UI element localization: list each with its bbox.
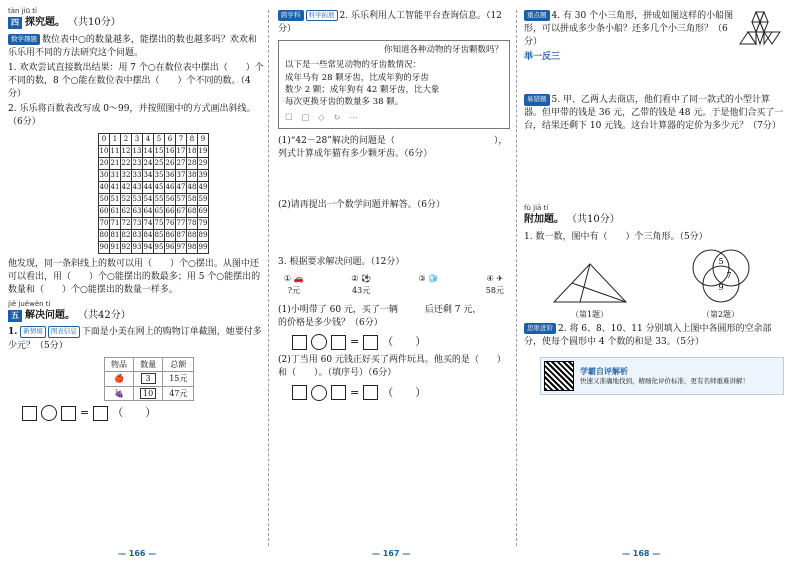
grid-cell: 89 [198,229,209,241]
answer-box[interactable] [292,385,307,400]
grid-cell: 96 [165,241,176,253]
question-5-5 [524,94,786,133]
grid-cell: 99 [198,241,209,253]
figure-2-caption: （第2题） [701,310,740,320]
figure-1 [550,260,630,321]
grid-cell: 63 [132,205,143,217]
grid-cell: 53 [132,193,143,205]
answer-box[interactable] [331,335,346,350]
grid-cell: 74 [143,217,154,229]
answer-box[interactable] [331,385,346,400]
grid-cell: 85 [154,229,165,241]
triangle-count-figure [550,260,630,306]
grid-cell: 87 [176,229,187,241]
grid-cell: 44 [143,181,154,193]
section4-number: 四 [8,17,22,29]
question-5-4-text: 4. 有 30 个小三角形，拼成如图这样的小船图形，可以拼成多少条小船？还多几个小三角形？（6分） [524,11,734,48]
dialog-toolbar-icons: ☐ ▢ ◇ ↻ ⋯ [285,112,361,123]
grid-cell: 51 [110,193,121,205]
question-5-2-2: (2)请再提出一个数学问题并解答。（6分） [278,200,445,211]
bonus-question-2-tag: 思维进阶 [524,323,556,334]
grid-cell: 66 [165,205,176,217]
grid-cell: 31 [110,169,121,181]
operator-circle[interactable] [311,385,327,401]
question-5-2 [278,10,510,36]
grid-cell: 69 [198,205,209,217]
grid-cell: 1 [110,133,121,145]
similar-practice-label: 举一反三 [524,52,561,63]
grid-cell: 72 [121,217,132,229]
grid-cell: 59 [198,193,209,205]
question-5-3: 3. 根据要求解决问题。（12分） [278,257,405,268]
grid-cell: 48 [187,181,198,193]
grid-cell: 95 [154,241,165,253]
grid-cell: 68 [187,205,198,217]
grid-cell: 37 [176,169,187,181]
hundred-chart [98,133,209,254]
venn-circles-figure [681,246,761,306]
question-5-4-block [524,8,786,66]
grid-cell: 71 [110,217,121,229]
grid-cell: 17 [176,145,187,157]
toy-item: ④ ✈ 58元 [485,274,504,295]
grid-cell: 30 [99,169,110,181]
grid-cell: 15 [154,145,165,157]
grid-cell: 7 [176,133,187,145]
grid-cell: 25 [154,157,165,169]
section4-title: 探究题。 [25,17,65,28]
answer-equation: = （ ） [292,385,510,401]
grid-cell: 57 [176,193,187,205]
venn-number: 5 [717,256,724,266]
toy-price: ?元 [287,285,300,295]
grid-cell: 33 [132,169,143,181]
grid-cell: 90 [99,241,110,253]
column-middle [278,8,510,405]
question-5-2-tag1: 跨学科 [278,10,304,21]
toy-price: 43元 [352,285,371,295]
section5-heading [8,309,264,324]
grid-cell: 29 [198,157,209,169]
grid-cell: 42 [121,181,132,193]
question-5-5-text: 5. 甲、乙两人去商店，他们看中了同一款式的小型计算器。但甲带的钱是 36 元，乙带的钱是 48 元。于是他们合买了一台，结果还剩下 10 元钱。这台计算器的定价为多少元？（7分） [524,95,784,132]
column-divider-1 [268,10,269,546]
grid-cell: 45 [154,181,165,193]
grid-cell: 34 [143,169,154,181]
grid-cell: 70 [99,217,110,229]
section4-heading [8,16,264,31]
grid-cell: 23 [132,157,143,169]
grid-cell: 91 [110,241,121,253]
qr-code-icon[interactable] [544,361,574,391]
grid-cell: 24 [143,157,154,169]
question-5-1-tag1: 新情境 [20,326,46,337]
order-qty: 3 [141,373,156,384]
grid-cell: 94 [143,241,154,253]
answer-box[interactable] [363,385,378,400]
grid-cell: 6 [165,133,176,145]
grid-cell: 83 [132,229,143,241]
page-number-right: — 168 — [622,549,661,559]
grid-cell: 82 [121,229,132,241]
grid-cell: 4 [143,133,154,145]
operator-circle[interactable] [41,405,57,421]
boat-triangles-figure [734,8,786,58]
grid-cell: 19 [198,145,209,157]
grid-cell: 86 [165,229,176,241]
grid-cell: 2 [121,133,132,145]
grid-cell: 60 [99,205,110,217]
answer-box[interactable] [363,335,378,350]
grid-cell: 43 [132,181,143,193]
page-number-left: — 166 — [118,549,157,559]
order-header-total: 总额 [163,357,194,372]
answer-space [524,66,786,92]
grid-cell: 14 [143,145,154,157]
grid-cell: 65 [154,205,165,217]
question-4-2-text: 他发现，同一条斜线上的数可以用（ ）个○摆出。从图中还可以看出，用（ ）个○能摆出的数最多；用 5 个○能摆出的数量和（ ）个○能摆出的数量一样多。 [8,258,261,295]
grid-cell: 52 [121,193,132,205]
apple-icon: 🍎 [105,372,134,387]
grid-cell: 54 [143,193,154,205]
intro-tag: 数学趣题 [8,34,40,45]
dialog-question: 你知道各种动物的牙齿颗数吗？ [383,45,503,56]
qr-text: 快速又准确地找到，精细化评价标准，更有名师重难讲解！ [580,377,749,386]
answer-paren: （ ） [382,385,427,399]
question-4-2: 2. 乐乐将百数表改写成 0～99，并按照图中的方式画出斜线。（6分） [8,103,256,127]
order-qty: 10 [140,388,156,399]
grid-cell: 46 [165,181,176,193]
question-5-2-tag2: 科学拓展 [306,10,338,21]
order-total: 15元 [163,372,194,387]
venn-number: 9 [717,282,724,292]
page-number-middle: — 167 — [372,549,411,559]
grid-cell: 9 [198,133,209,145]
grid-cell: 40 [99,181,110,193]
grid-cell: 56 [165,193,176,205]
dialog-line: 以下是一些常见动物的牙齿数情况： [285,60,422,71]
order-header-qty: 数量 [134,357,163,372]
intro-text: 数位表中○的数量越多，能摆出的数也越多吗？欢欢和乐乐用不同的方法研究这个问题。 [8,34,257,58]
grid-cell: 47 [176,181,187,193]
order-table [104,357,194,402]
column-right [524,8,786,395]
bonus-question-2 [524,323,786,349]
section5-score: （共42分） [78,309,131,321]
venn-number: 7 [725,270,732,280]
answer-paren: （ ） [382,335,427,349]
answer-paren: （ ） [112,406,157,420]
grid-cell: 21 [110,157,121,169]
grid-cell: 81 [110,229,121,241]
ai-dialog-box [278,40,510,129]
grid-cell: 55 [154,193,165,205]
order-total: 47元 [163,386,194,401]
toy-item: ① 🚗 ?元 [284,274,304,295]
question-5-5-tag: 易错题 [524,94,550,105]
toy-price: 58元 [485,285,504,295]
bonus-figures [524,246,786,321]
section5-pinyin: jiě juéwèn tí [8,299,51,308]
question-5-1-text: 下面是小美在网上的购物订单截图，她要付多少元？（5分） [8,327,262,351]
grid-cell: 28 [187,157,198,169]
grid-cell: 78 [187,217,198,229]
section5-number: 五 [8,310,22,322]
grid-cell: 27 [176,157,187,169]
grid-cell: 5 [154,133,165,145]
bonus-pinyin: fù jiā tí [524,204,549,213]
section5-title: 解决问题。 [25,309,75,321]
grid-cell: 75 [154,217,165,229]
grid-cell: 93 [132,241,143,253]
figure-2 [681,246,761,321]
dialog-line: 成年马有 28 颗牙齿，比成年狗的牙齿 [285,72,429,83]
grid-cell: 97 [176,241,187,253]
answer-equation: = （ ） [292,334,510,350]
answer-box[interactable] [93,406,108,421]
dialog-line: 数少 2 颗；成年狗有 42 颗牙齿，比大象 [285,85,440,96]
answer-space [278,163,510,197]
answer-box[interactable] [61,406,76,421]
question-5-2-1: (1)“42－28”解决的问题是（ ），列式计算成年猫有多少颗牙齿。（6分） [278,135,508,160]
toy-item: ③ 🧊 [418,274,439,284]
toy-row [284,273,504,296]
column-divider-2 [516,10,517,546]
answer-box[interactable] [292,335,307,350]
grid-cell: 67 [176,205,187,217]
question-5-4-tag: 重点题 [524,10,550,21]
question-4-1: 1. 欢欢尝试直接数出结果：用 7 个○在数位表中摆出（ ）个不同的数，8 个○能在数位表中摆出（ ）个不同的数。（4分） [8,62,264,99]
grid-cell: 26 [165,157,176,169]
grid-cell: 36 [165,169,176,181]
grid-cell: 12 [121,145,132,157]
bonus-question-1: 1. 数一数，图中有（ ）个三角形。（5分） [524,231,708,242]
grid-cell: 20 [99,157,110,169]
question-5-1: 1. 新情境 图表信息 下面是小美在网上的购物订单截图，她要付多少元？（5分） [8,327,262,351]
bonus-title: 附加题。 [524,214,564,226]
grapes-icon: 🍇 [105,386,134,401]
grid-cell: 0 [99,133,110,145]
question-5-2-text: 2. 乐乐利用人工智能平台查询信息。（12分） [278,11,502,35]
qr-title: 学霸自评解析 [580,365,628,376]
grid-cell: 61 [110,205,121,217]
grid-cell: 84 [143,229,154,241]
bonus-question-2-text: 2. 将 6、8、10、11 分别填入上图中各圆形的空余部分，使每个圆形中 4 个数的和是 33。（5分） [524,324,772,348]
figure-1-caption: （第1题） [570,310,609,320]
grid-cell: 10 [99,145,110,157]
grid-cell: 77 [176,217,187,229]
grid-cell: 32 [121,169,132,181]
question-5-3-1: (1)小明带了 60 元，买了一辆 后还剩 7 元， 的价格是多少钱？（6分） [278,305,504,329]
grid-cell: 41 [110,181,121,193]
grid-cell: 79 [198,217,209,229]
grid-cell: 22 [121,157,132,169]
question-5-1-tag2: 图表信息 [48,326,80,337]
answer-space [278,214,510,254]
order-header-item: 物品 [105,357,134,372]
grid-cell: 11 [110,145,121,157]
grid-cell: 16 [165,145,176,157]
grid-cell: 3 [132,133,143,145]
grid-cell: 38 [187,169,198,181]
qr-banner[interactable] [540,357,784,395]
grid-cell: 76 [165,217,176,229]
grid-cell: 8 [187,133,198,145]
grid-cell: 98 [187,241,198,253]
dialog-line: 每次更换牙齿的数量多 38 颗。 [285,97,404,108]
toy-item: ② ⚽ 43元 [351,274,371,295]
bonus-score: （共10分） [567,214,620,226]
bonus-heading [524,213,786,228]
column-left [8,8,264,425]
grid-cell: 80 [99,229,110,241]
grid-cell: 35 [154,169,165,181]
grid-cell: 18 [187,145,198,157]
question-5-3-2: (2)丁当用 60 元钱正好买了两件玩具。他买的是（ ）和（ ）。（填序号）（6分） [278,355,506,379]
grid-cell: 73 [132,217,143,229]
grid-cell: 64 [143,205,154,217]
grid-cell: 92 [121,241,132,253]
question-5-4 [524,10,734,49]
section4-pinyin: tàn jiū tí [8,7,37,15]
operator-circle[interactable] [311,334,327,350]
grid-cell: 49 [198,181,209,193]
grid-cell: 13 [132,145,143,157]
answer-box[interactable] [22,406,37,421]
grid-cell: 39 [198,169,209,181]
grid-cell: 50 [99,193,110,205]
section4-score: （共10分） [68,17,121,28]
grid-cell: 58 [187,193,198,205]
answer-equation: = （ ） [22,405,264,421]
grid-cell: 88 [187,229,198,241]
intro-paragraph [8,34,264,60]
grid-cell: 62 [121,205,132,217]
answer-space [524,135,786,205]
